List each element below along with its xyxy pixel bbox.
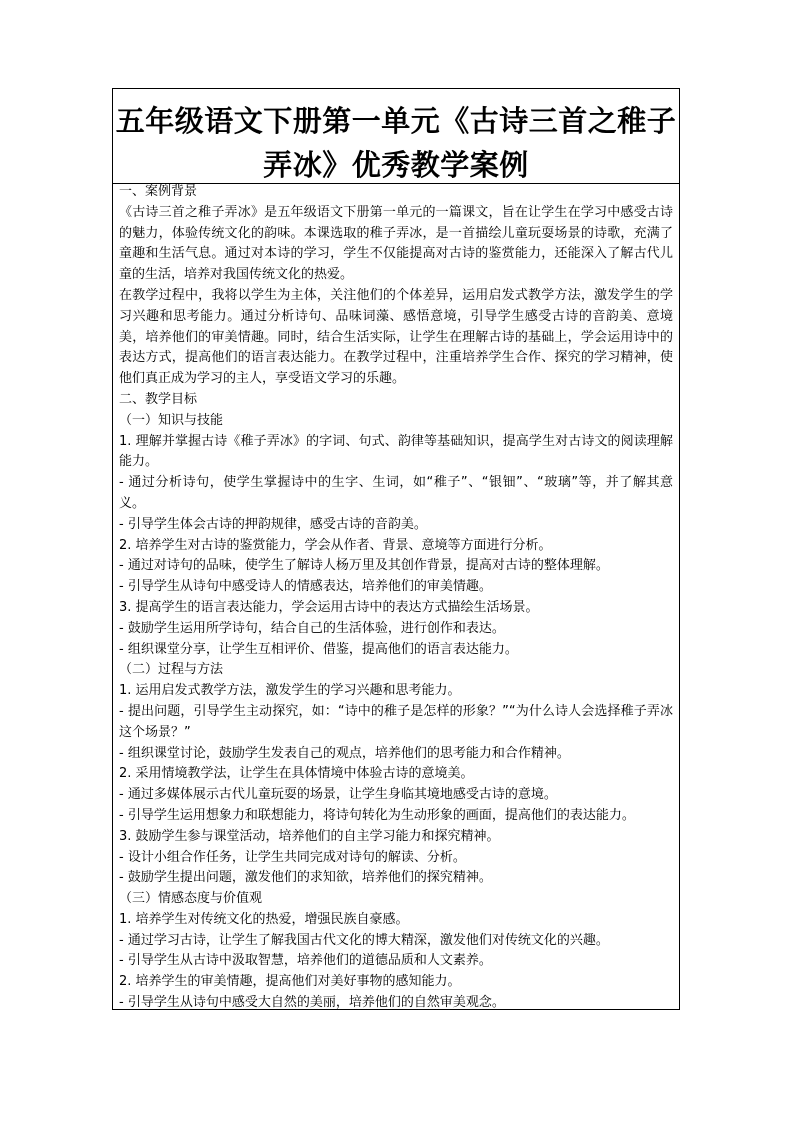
paragraph: 在教学过程中，我将以学生为主体，关注他们的个体差异，运用启发式教学方法，激发学生的学习兴趣和思考能力。通过分析诗句、品味词藻、感悟意境，引导学生感受古诗的音韵美、意境美，培养他们的审美情趣。同时，结合生活实际，让学生在理解古诗的基础上，学会运用诗中的表达方式，提高他们的语言表达能力。在教学过程中，注重培养学生合作、探究的学习精神，使他们真正成为学习的主人，享受语文学习的乐趣。 bbox=[119, 287, 673, 387]
list-item: 3. 提高学生的语言表达能力，学会运用古诗中的表达方式描绘生活场景。 bbox=[119, 599, 539, 615]
list-item: - 鼓励学生提出问题，激发他们的求知欲，培养他们的探究精神。 bbox=[119, 870, 492, 886]
list-item: - 通过分析诗句，使学生掌握诗中的生字、生词，如“稚子”、“银钿”、“玻璃”等，并了解其意义。 bbox=[119, 475, 673, 511]
document-frame bbox=[112, 88, 680, 1010]
title-line-1: 五年级语文下册第一单元《古诗三首之稚子 bbox=[115, 104, 677, 138]
list-item: 3. 鼓励学生参与课堂活动，培养他们的自主学习能力和探究精神。 bbox=[119, 828, 500, 844]
list-item: - 提出问题，引导学生主动探究，如：“诗中的稚子是怎样的形象？”“为什么诗人会选择稚子弄冰这个场景？” bbox=[119, 703, 673, 740]
subsection-heading: （三）情感态度与价值观 bbox=[119, 891, 263, 907]
list-item: - 鼓励学生运用所学诗句，结合自己的生活体验，进行创作和表达。 bbox=[119, 620, 505, 636]
list-item: - 通过学习古诗，让学生了解我国古代文化的博大精深，激发他们对传统文化的兴趣。 bbox=[119, 932, 609, 948]
list-item: - 组织课堂分享，让学生互相评价、借鉴，提高他们的语言表达能力。 bbox=[119, 641, 518, 657]
list-item: - 设计小组合作任务，让学生共同完成对诗句的解读、分析。 bbox=[119, 849, 466, 865]
list-item: - 通过多媒体展示古代儿童玩耍的场景，让学生身临其境地感受古诗的意境。 bbox=[119, 787, 557, 803]
document-title bbox=[113, 99, 679, 187]
list-item: - 引导学生体会古诗的押韵规律，感受古诗的音韵美。 bbox=[119, 516, 427, 532]
list-item: - 引导学生从诗句中感受大自然的美丽，培养他们的自然审美观念。 bbox=[119, 995, 505, 1011]
list-item: 1. 培养学生对传统文化的热爱，增强民族自豪感。 bbox=[119, 911, 409, 927]
list-item: 2. 培养学生对古诗的鉴赏能力，学会从作者、背景、意境等方面进行分析。 bbox=[119, 537, 552, 553]
list-item: - 通过对诗句的品味，使学生了解诗人杨万里及其创作背景，提高对古诗的整体理解。 bbox=[119, 558, 609, 574]
list-item: - 引导学生从诗句中感受诗人的情感表达，培养他们的审美情趣。 bbox=[119, 579, 492, 595]
document-body bbox=[119, 182, 673, 1014]
list-item: 1. 运用启发式教学方法，激发学生的学习兴趣和思考能力。 bbox=[119, 683, 461, 699]
list-item: - 组织课堂讨论，鼓励学生发表自己的观点，培养他们的思考能力和合作精神。 bbox=[119, 745, 570, 761]
list-item: 2. 采用情境教学法，让学生在具体情境中体验古诗的意境美。 bbox=[119, 766, 474, 782]
title-line-2: 弄冰》优秀教学案例 bbox=[263, 148, 529, 182]
list-item: - 引导学生从古诗中汲取智慧，培养他们的道德品质和人文素养。 bbox=[119, 953, 492, 969]
subsection-heading: （二）过程与方法 bbox=[119, 662, 224, 678]
subsection-heading: （一）知识与技能 bbox=[119, 412, 224, 428]
list-item: 1. 理解并掌握古诗《稚子弄冰》的字词、句式、韵律等基础知识，提高学生对古诗文的阅读理解能力。 bbox=[119, 433, 673, 470]
section-heading: 二、教学目标 bbox=[119, 391, 198, 407]
paragraph: 《古诗三首之稚子弄冰》是五年级语文下册第一单元的一篇课文，旨在让学生在学习中感受古诗的魅力，体验传统文化的韵味。本课选取的稚子弄冰，是一首描绘儿童玩耍场景的诗歌，充满了童趣和生活气息。通过对本诗的学习，学生不仅能提高对古诗的鉴赏能力，还能深入了解古代儿童的生活，培养对我国传统文化的热爱。 bbox=[119, 204, 673, 283]
list-item: 2. 培养学生的审美情趣，提高他们对美好事物的感知能力。 bbox=[119, 974, 461, 990]
section-heading: 一、案例背景 bbox=[119, 184, 198, 199]
list-item: - 引导学生运用想象力和联想能力，将诗句转化为生动形象的画面，提高他们的表达能力。 bbox=[119, 807, 635, 823]
